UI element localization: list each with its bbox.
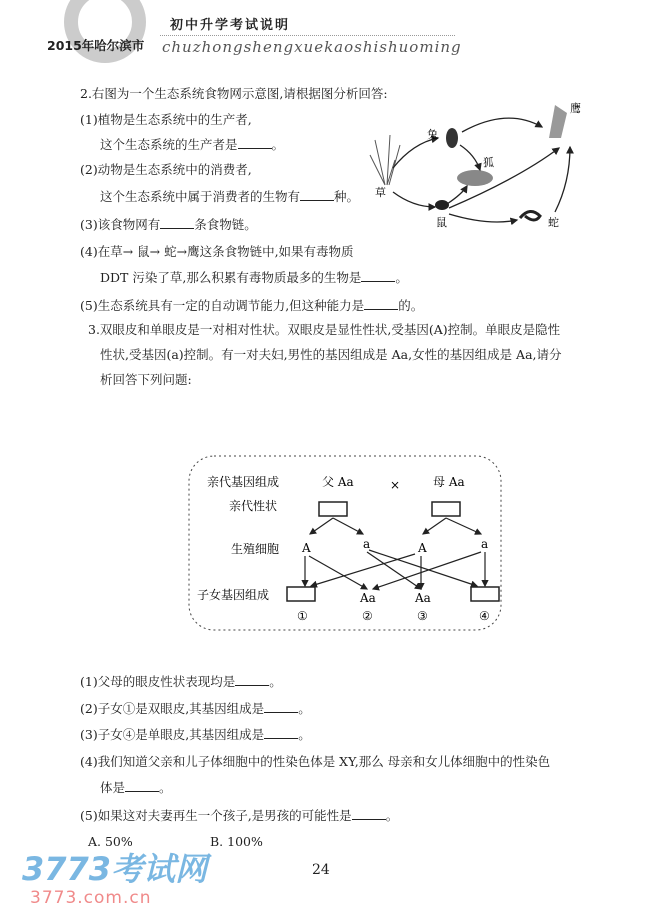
header-divider — [160, 35, 455, 36]
offspring-2-genotype: Aa — [360, 591, 376, 605]
question-text: (4)在草→ 鼠→ 蛇→鹰这条食物链中,如果有毒物质 — [80, 244, 354, 259]
question-text: (5)如果这对夫妻再生一个孩子,是男孩的可能性是 — [80, 808, 352, 823]
answer-blank[interactable] — [364, 297, 398, 310]
question-text: (5)生态系统具有一定的自动调节能力,但这种能力是 — [80, 298, 365, 313]
offspring-4-box — [471, 587, 499, 601]
q3-intro-line: 析回答下列问题: — [100, 372, 192, 387]
question-text: DDT 污染了草,那么积累有毒物质最多的生物是 — [100, 270, 362, 285]
answer-blank[interactable] — [235, 673, 269, 686]
header-pinyin: chuzhongshengxuekaoshishuoming — [162, 38, 462, 56]
question-text: 这个生态系统中属于消费者的生物有 — [100, 189, 301, 204]
gamete-mother-a: a — [481, 537, 489, 551]
label-grass: 草 — [375, 186, 386, 199]
row-gametes: 生殖细胞 — [231, 542, 280, 556]
question-suffix: 。 — [395, 270, 408, 285]
answer-blank[interactable] — [160, 216, 194, 229]
answer-blank[interactable] — [361, 269, 395, 282]
mother-trait-box — [432, 502, 460, 516]
q3-subquestion — [80, 806, 398, 824]
row-offspring-genotype: 子女基因组成 — [197, 588, 270, 602]
row-parent-genotype: 亲代基因组成 — [207, 475, 280, 489]
question-text: (2)子女①是双眼皮,其基因组成是 — [80, 701, 265, 716]
question-suffix: 的。 — [398, 298, 424, 313]
grass-icon — [370, 135, 400, 185]
q3-subquestion — [80, 725, 311, 743]
food-web-arrows — [393, 118, 570, 222]
answer-blank[interactable] — [238, 136, 272, 149]
question-text: (3)该食物网有 — [80, 217, 161, 232]
question-suffix: 。 — [271, 137, 285, 152]
q2-subquestion — [80, 110, 252, 128]
gamete-father-A: A — [302, 541, 311, 555]
father-genotype: 父 Aa — [322, 475, 354, 489]
rabbit-icon — [446, 128, 458, 148]
label-snake: 蛇 — [548, 216, 559, 229]
snake-icon — [520, 211, 540, 220]
inheritance-arrows — [305, 518, 485, 589]
answer-blank[interactable] — [352, 807, 386, 820]
gamete-father-a: a — [363, 537, 371, 551]
q3-subquestion — [80, 699, 311, 717]
row-parent-trait: 亲代性状 — [229, 499, 278, 513]
q2-subquestion — [80, 296, 423, 314]
answer-blank[interactable] — [264, 726, 298, 739]
label-eagle: 鹰 — [570, 102, 581, 115]
question-text: 体是 — [100, 780, 126, 795]
question-text: (1)植物是生态系统中的生产者, — [80, 112, 252, 127]
offspring-1-number: ① — [297, 609, 308, 623]
mother-genotype: 母 Aa — [433, 475, 465, 489]
q2-subquestion — [100, 135, 284, 153]
question-text: (4)我们知道父亲和儿子体细胞中的性染色体是 XY,那么 母亲和女儿体细胞中的性染色 — [80, 754, 551, 769]
fox-icon — [457, 170, 493, 186]
label-mouse: 鼠 — [436, 216, 447, 229]
question-suffix: 。 — [385, 808, 399, 823]
q3-subquestion — [80, 672, 282, 690]
question-suffix: 种。 — [334, 189, 360, 204]
question-text: (2)动物是生态系统中的消费者, — [80, 162, 252, 177]
q2-subquestion — [80, 160, 252, 178]
question-text: 这个生态系统的生产者是 — [100, 137, 238, 152]
page-number: 24 — [312, 862, 330, 878]
q2-title: 2.右图为一个生态系统食物网示意图,请根据图分析回答: — [80, 86, 388, 101]
header-title: 初中升学考试说明 — [170, 18, 291, 33]
watermark-url: 3773.com.cn — [30, 888, 152, 908]
watermark-logo: 3773考试网 — [22, 850, 208, 888]
question-text: (3)子女④是单眼皮,其基因组成是 — [80, 727, 265, 742]
question-suffix: 。 — [298, 727, 311, 742]
label-fox: 狐 — [483, 156, 494, 169]
mouse-icon — [435, 200, 449, 210]
answer-blank[interactable] — [300, 188, 334, 201]
offspring-3-genotype: Aa — [415, 591, 431, 605]
question-suffix: 。 — [269, 674, 282, 689]
q2-subquestion — [100, 268, 408, 286]
answer-blank[interactable] — [125, 779, 159, 792]
question-suffix: 。 — [159, 780, 172, 795]
offspring-1-box — [287, 587, 315, 601]
offspring-3-number: ③ — [417, 609, 428, 623]
question-suffix: 。 — [298, 701, 311, 716]
q2-subquestion — [100, 187, 359, 205]
cross-sign: × — [390, 478, 401, 492]
q3-intro-line: 性状,受基因(a)控制。有一对夫妇,男性的基因组成是 Aa,女性的基因组成是 Aa,请分 — [100, 347, 562, 362]
gamete-mother-A: A — [418, 541, 427, 555]
food-web-diagram — [365, 100, 595, 240]
option-b: B. 100% — [210, 834, 263, 849]
q3-subquestion — [100, 778, 172, 796]
header-edition: 2015年哈尔滨市 — [47, 38, 145, 53]
offspring-2-number: ② — [362, 609, 373, 623]
q2-subquestion — [80, 215, 257, 233]
q3-intro-line: 3.双眼皮和单眼皮是一对相对性状。双眼皮是显性性状,受基因(A)控制。单眼皮是隐性 — [88, 322, 561, 337]
question-suffix: 条食物链。 — [194, 217, 257, 232]
genetics-diagram — [185, 452, 505, 634]
q2-subquestion — [80, 242, 354, 260]
option-a: A. 50% — [88, 834, 133, 849]
eagle-icon — [549, 105, 567, 138]
question-text: (1)父母的眼皮性状表现均是 — [80, 674, 236, 689]
father-trait-box — [319, 502, 347, 516]
answer-blank[interactable] — [264, 700, 298, 713]
q3-subquestion — [80, 752, 550, 770]
offspring-4-number: ④ — [479, 609, 490, 623]
label-rabbit: 兔 — [427, 128, 438, 141]
